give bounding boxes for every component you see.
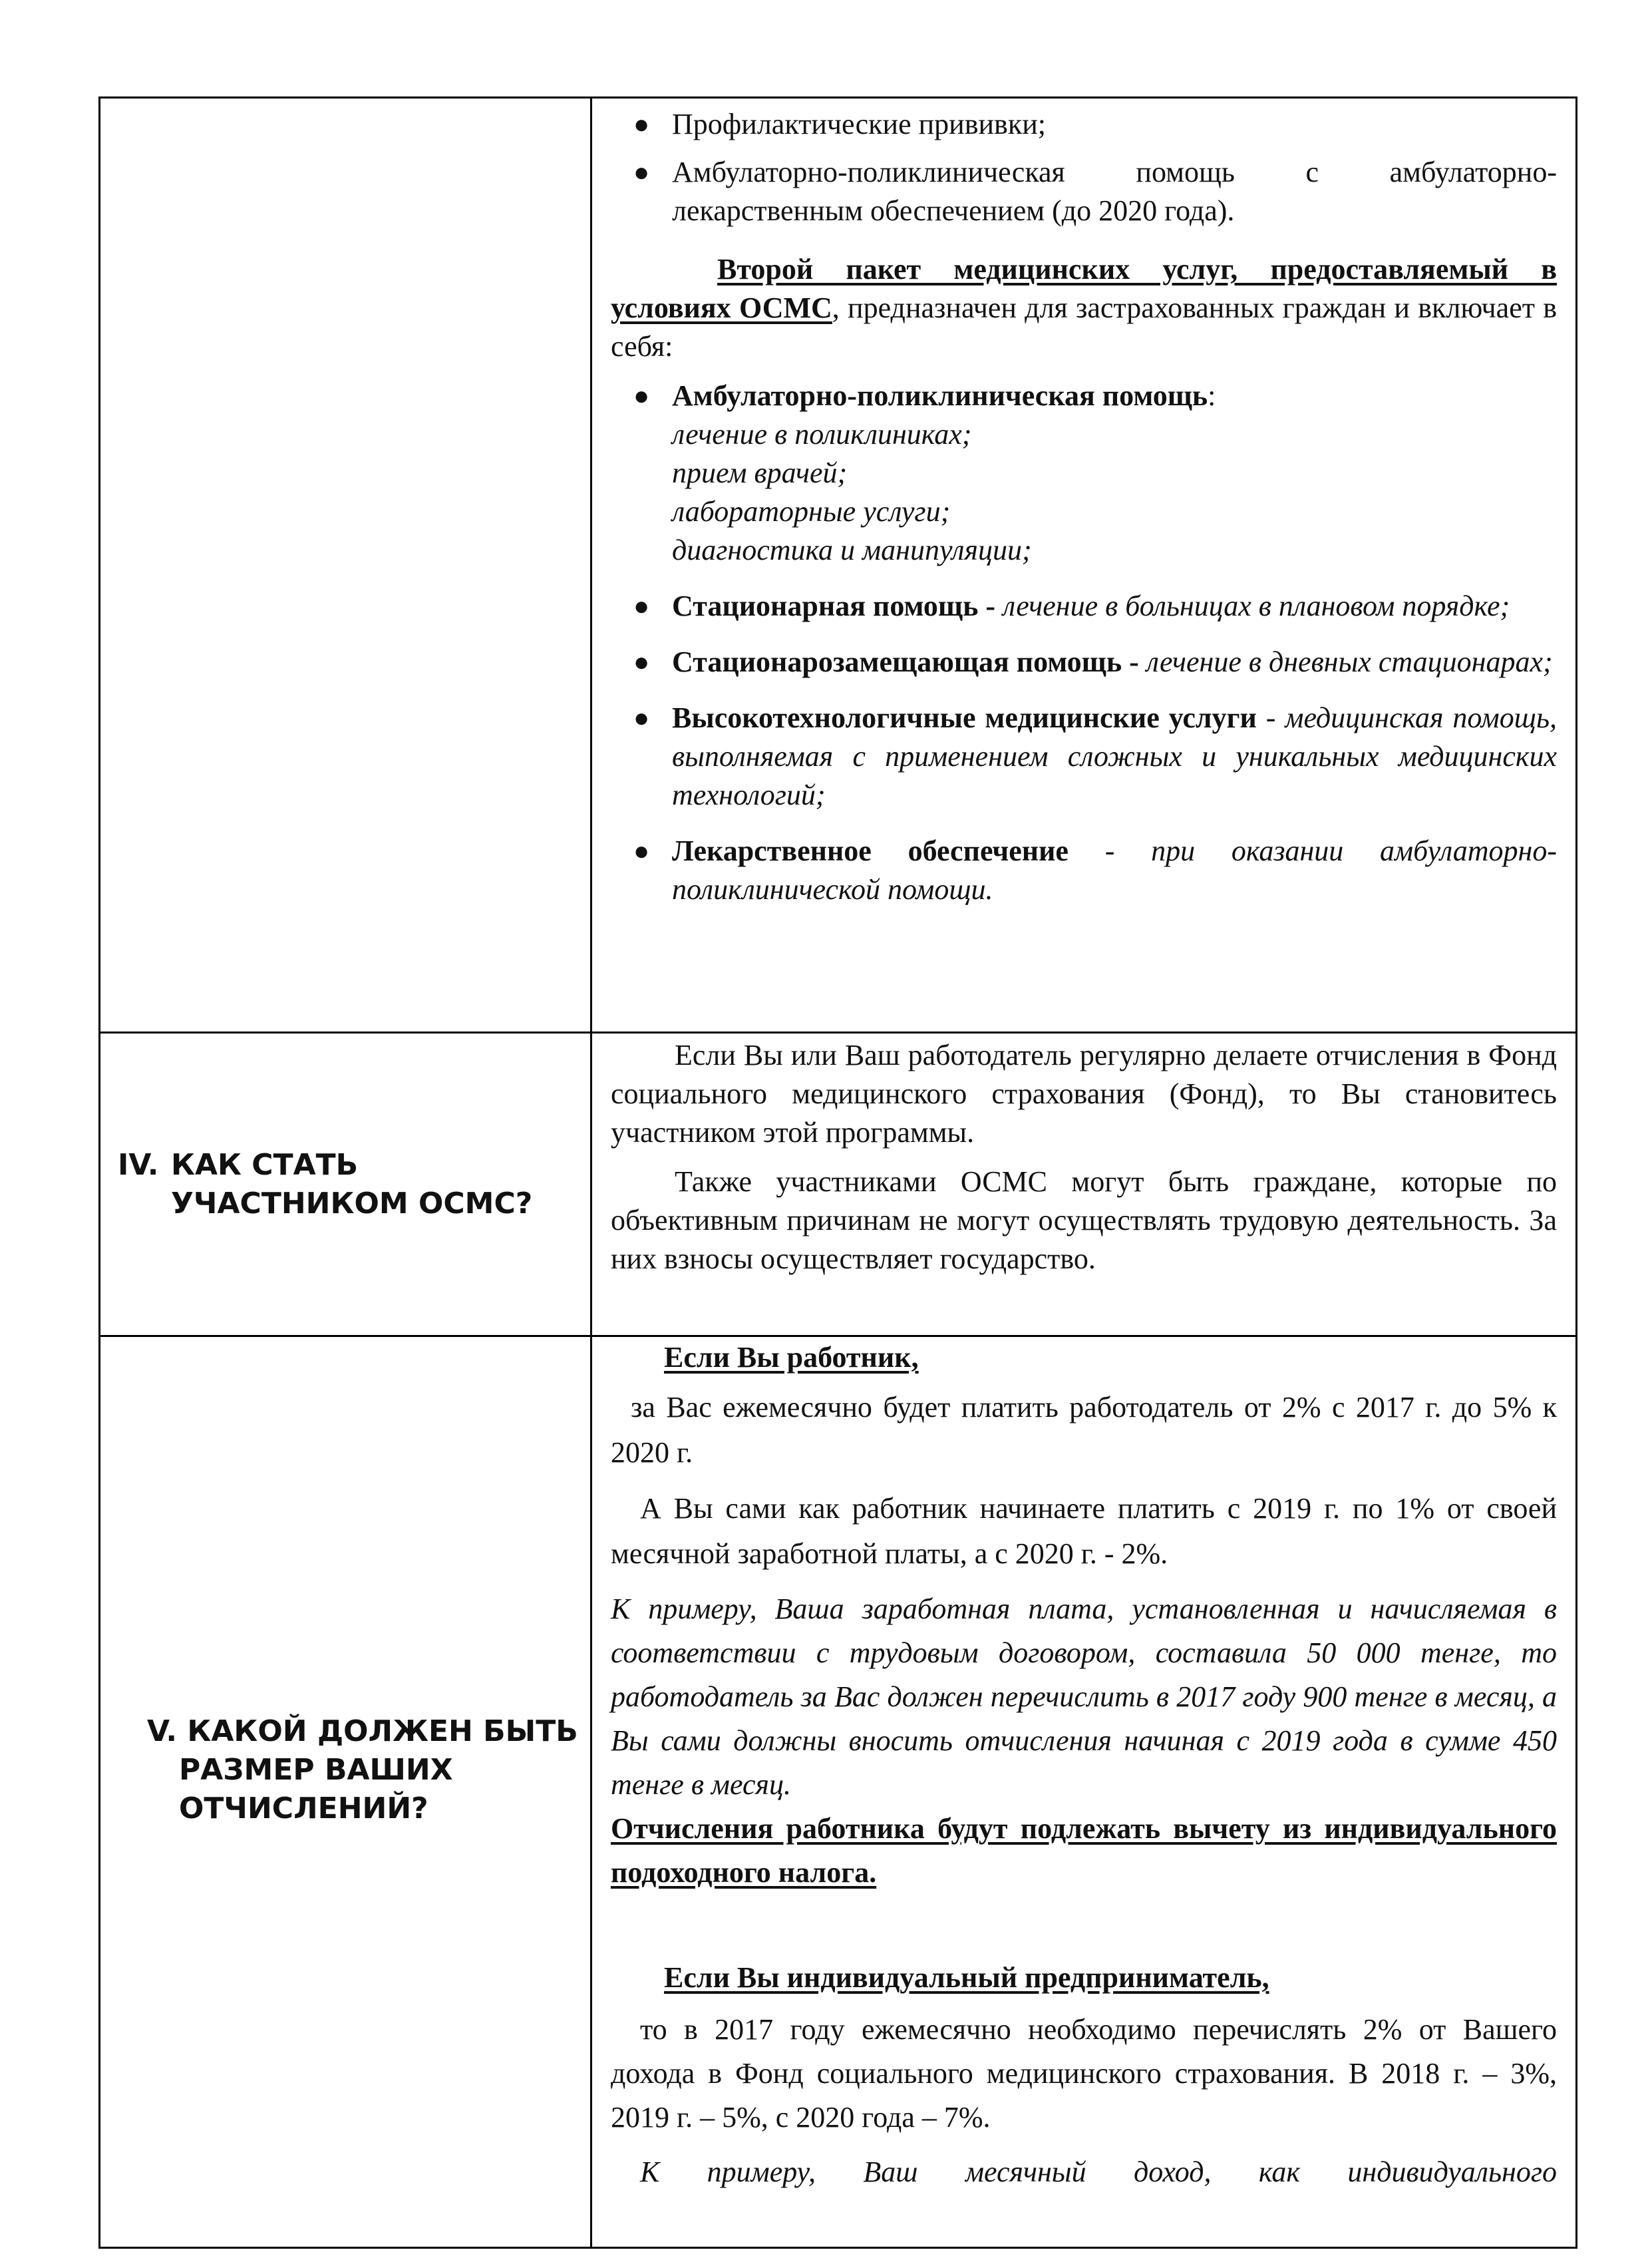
list-item: ● Профилактические прививки; <box>633 108 1046 140</box>
worker-note: Отчисления работника будут подлежать вычету из индивидуального подоходного налога. <box>611 1812 1557 1889</box>
worker-title: Если Вы работник, <box>664 1341 919 1374</box>
top-bullet-list <box>611 105 1557 230</box>
service-line: диагностика и манипуляции; <box>672 534 1032 566</box>
list-item: ● Стационарозамещающая помощь - лечение в дневных стационарах; <box>633 646 1553 678</box>
heading-line: V. КАКОЙ ДОЛЖЕН БЫТЬ <box>147 1714 578 1748</box>
service-separator: - <box>1256 701 1285 734</box>
row2-right-cell <box>591 1033 1577 1336</box>
service-separator: : <box>1208 379 1216 412</box>
bullet-text: Профилактические прививки; <box>672 108 1046 140</box>
service-desc: лечение в дневных стационарах; <box>1146 646 1553 678</box>
paragraph: А Вы сами как работник начинаете платить с 2019 г. по 1% от своей месячной заработной платы, а с 2020 г. - 2%. <box>611 1492 1557 1570</box>
heading-line: УЧАСТНИКОМ ОСМС? <box>171 1186 533 1221</box>
list-item: ● Высокотехнологичные медицинские услуги - медицинская помощь, выполняемая с применением сложных и уникальных медицинских технологий; <box>633 701 1557 811</box>
service-title: Амбулаторно-поликлиническая помощь <box>672 379 1208 412</box>
service-separator: - <box>1068 835 1152 867</box>
paragraph: Если Вы или Ваш работодатель регулярно делаете отчисления в Фонд социального медицинского страхования (Фонд), то Вы становитесь участником этой программы. <box>611 1039 1557 1149</box>
list-item: ● Лекарственное обеспечение - при оказании амбулаторно-поликлинической помощи. <box>633 835 1558 906</box>
ip-example: К примеру, Ваш месячный доход, как индивидуального <box>640 2156 1557 2188</box>
heading-line: РАЗМЕР ВАШИХ <box>179 1753 453 1787</box>
service-line: лечение в поликлиниках; <box>672 418 972 451</box>
ip-title-paragraph <box>611 1959 1557 1997</box>
service-title: Стационарозамещающая помощь <box>672 646 1122 678</box>
service-title: Стационарная помощь <box>672 590 979 622</box>
service-title: Лекарственное обеспечение <box>672 835 1069 867</box>
worker-title-paragraph <box>611 1338 1557 1377</box>
heading-line: ОТЧИСЛЕНИЙ? <box>179 1792 428 1825</box>
service-line: прием врачей; <box>672 457 848 489</box>
service-desc: медицинская помощь, выполняемая с применением сложных и уникальных медицинских технологий; <box>672 701 1557 811</box>
row2-left-cell <box>100 1033 591 1336</box>
service-line: лабораторные услуги; <box>672 495 951 528</box>
heading-line: КАК СТАТЬ <box>171 1147 359 1182</box>
paragraph: то в 2017 году ежемесячно необходимо перечислять 2% от Вашего дохода в Фонд социального медицинского страхования. В 2018 г. – 3%, 2019 г. – 5%, с 2020 года – 7%. <box>611 2013 1557 2134</box>
second-package-paragraph <box>611 250 1557 366</box>
service-desc: при оказании амбулаторно-поликлинической помощи. <box>672 835 1558 906</box>
list-item: ● Стационарная помощь - лечение в больницах в плановом порядке; <box>633 590 1510 622</box>
list-item: ● Амбулаторно-поликлиническая помощь с амбулаторно-лекарственным обеспечением (до 2020 года). <box>633 156 1557 227</box>
paragraph: за Вас ежемесячно будет платить работодатель от 2% с 2017 г. до 5% к 2020 г. <box>611 1391 1557 1469</box>
section-v-heading <box>100 1337 590 1828</box>
info-table <box>98 96 1577 2249</box>
service-desc: лечение в больницах в плановом порядке; <box>1003 590 1510 622</box>
section-iv-heading <box>100 1146 590 1223</box>
row1-right-cell <box>591 98 1577 1033</box>
second-package-rest: , предназначен для застрахованных граждан и включает в себя: <box>611 291 1557 363</box>
service-title: Высокотехнологичные медицинские услуги <box>672 701 1257 734</box>
row3-left-cell <box>100 1336 591 2248</box>
service-separator: - <box>978 590 1003 622</box>
ip-title: Если Вы индивидуальный предприниматель, <box>664 1961 1269 1994</box>
services-list <box>611 377 1557 909</box>
paragraph: Также участниками ОСМС могут быть граждане, которые по объективным причинам не могут осуществлять трудовую деятельность. За них взносы осуществляет государство. <box>611 1165 1557 1275</box>
heading-number: IV. <box>118 1147 159 1182</box>
row1-left-cell <box>100 98 591 1033</box>
service-separator: - <box>1122 646 1146 678</box>
row3-right-cell <box>591 1336 1577 2248</box>
bullet-text: Амбулаторно-поликлиническая помощь с амбулаторно-лекарственным обеспечением (до 2020 года). <box>672 156 1557 227</box>
table-row <box>100 98 1577 1033</box>
list-item: ● Амбулаторно-поликлиническая помощь: лечение в поликлиниках; прием врачей; лабораторные услуги; диагностика и манипуляции; <box>611 377 1557 570</box>
table-row <box>100 1033 1577 1336</box>
table-row <box>100 1336 1577 2248</box>
worker-example: К примеру, Ваша заработная плата, установленная и начисляемая в соответствии с трудовым договором, составила 50 000 тенге, то работодатель за Вас должен перечислить в 2017 году 900 тенге в месяц, а Вы сами должны вносить отчисления начиная с 2019 года в сумме 450 тенге в месяц. <box>611 1593 1557 1801</box>
second-package-title: Второй пакет медицинских услуг, предоставляемый в условиях ОСМС <box>611 253 1557 324</box>
